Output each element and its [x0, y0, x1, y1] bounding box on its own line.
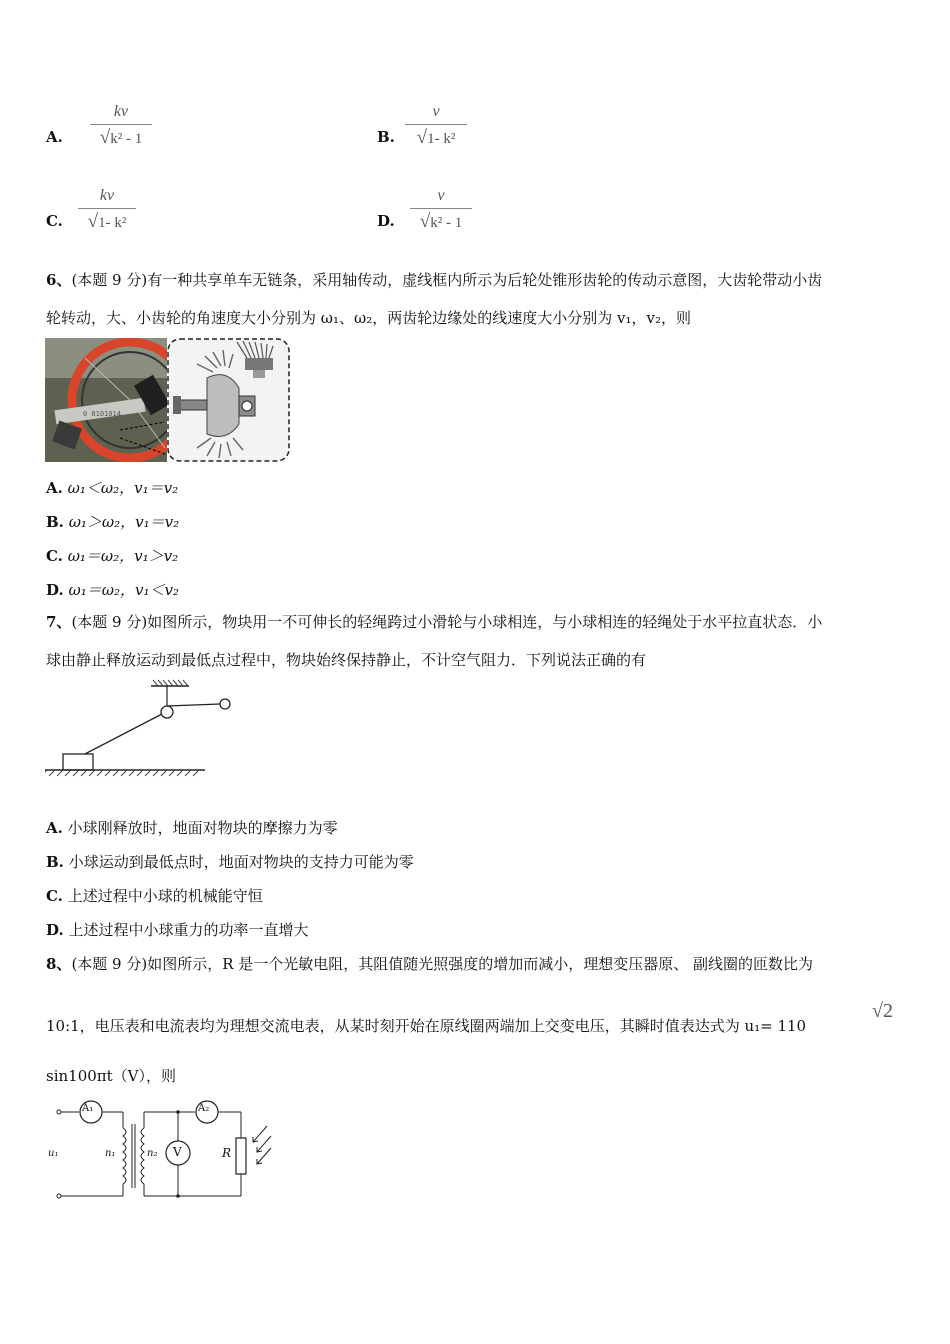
question-6-option-b: B. ω₁＞ω₂，v₁＝v₂	[46, 513, 180, 531]
ammeter-a1-label: A₁	[82, 1103, 94, 1114]
question-7-option-b: B. 小球运动到最低点时，地面对物块的支持力可能为零	[46, 853, 414, 871]
fraction-numerator: kv	[99, 187, 115, 204]
option-label-c: C.	[46, 212, 63, 230]
fraction-option-b	[405, 102, 467, 150]
bevel-gear-diagram	[167, 338, 290, 462]
fraction-denominator: √k² - 1	[99, 127, 143, 148]
fraction-bar	[410, 208, 472, 209]
question-7-option-a: A. 小球刚释放时，地面对物块的摩擦力为零	[46, 819, 338, 837]
fraction-bar	[90, 124, 152, 125]
question-7-option-c: C. 上述过程中小球的机械能守恒	[46, 887, 263, 905]
fraction-option-a	[90, 102, 152, 150]
fraction-numerator: kv	[113, 103, 129, 120]
fraction-option-d	[410, 186, 472, 234]
question-6-option-d: D. ω₁＝ω₂，v₁＜v₂	[46, 581, 179, 599]
question-8-line-1: 8、(本题 9 分)如图所示，R 是一个光敏电阻，其阻值随光照强度的增加而减小，理想变压器原、 副线圈的匝数比为	[46, 955, 814, 973]
question-8-line-2: 10:1，电压表和电流表均为理想交流电表，从某时刻开始在原线圈两端加上交变电压，其瞬时值表达式为 u₁= 110	[46, 1017, 807, 1035]
fraction-option-c	[78, 186, 136, 234]
fraction-denominator: √k² - 1	[419, 211, 463, 232]
sqrt-two: √2	[872, 1000, 893, 1022]
transformer-circuit-diagram	[45, 1098, 275, 1202]
question-8-line-3: sin100πt（V），则	[46, 1067, 177, 1085]
fraction-bar	[78, 208, 136, 209]
voltmeter-label: V	[173, 1145, 182, 1159]
fraction-bar	[405, 124, 467, 125]
question-6-line-2: 轮转动，大、小齿轮的角速度大小分别为 ω₁、ω₂，两齿轮边缘处的线速度大小分别为 v₁，v₂，则	[46, 309, 692, 327]
svg-text:0 8101014: 0 8101014	[83, 410, 121, 418]
question-6-line-1: 6、(本题 9 分)有一种共享单车无链条，采用轴传动，虚线框内所示为后轮处锥形齿轮的传动示意图，大齿轮带动小齿	[46, 271, 823, 289]
option-label-d: D.	[377, 212, 395, 230]
question-6-option-a: A. ω₁＜ω₂，v₁＝v₂	[46, 479, 179, 497]
fraction-denominator: √1- k²	[87, 211, 127, 232]
question-7-line-2: 球由静止释放运动到最低点过程中，物块始终保持静止，不计空气阻力．下列说法正确的有	[46, 651, 647, 669]
pulley-block-diagram	[45, 676, 235, 778]
n2-label: n₂	[147, 1148, 158, 1159]
fraction-numerator: v	[432, 103, 440, 120]
question-7-option-d: D. 上述过程中小球重力的功率一直增大	[46, 921, 309, 939]
question-6-option-c: C. ω₁＝ω₂，v₁＞v₂	[46, 547, 179, 565]
option-label-a: A.	[46, 128, 63, 146]
option-label-b: B.	[377, 128, 395, 146]
n1-label: n₁	[105, 1148, 116, 1159]
fraction-numerator: v	[437, 187, 445, 204]
fraction-denominator: √1- k²	[416, 127, 456, 148]
question-7-line-1: 7、(本题 9 分)如图所示，物块用一不可伸长的轻绳跨过小滑轮与小球相连，与小球相连的轻绳处于水平拉直状态．小	[46, 613, 823, 631]
bike-wheel-photo	[45, 338, 167, 462]
ammeter-a2-label: A₂	[198, 1103, 210, 1114]
u1-label: u₁	[48, 1148, 59, 1159]
resistor-label: R	[222, 1146, 232, 1160]
